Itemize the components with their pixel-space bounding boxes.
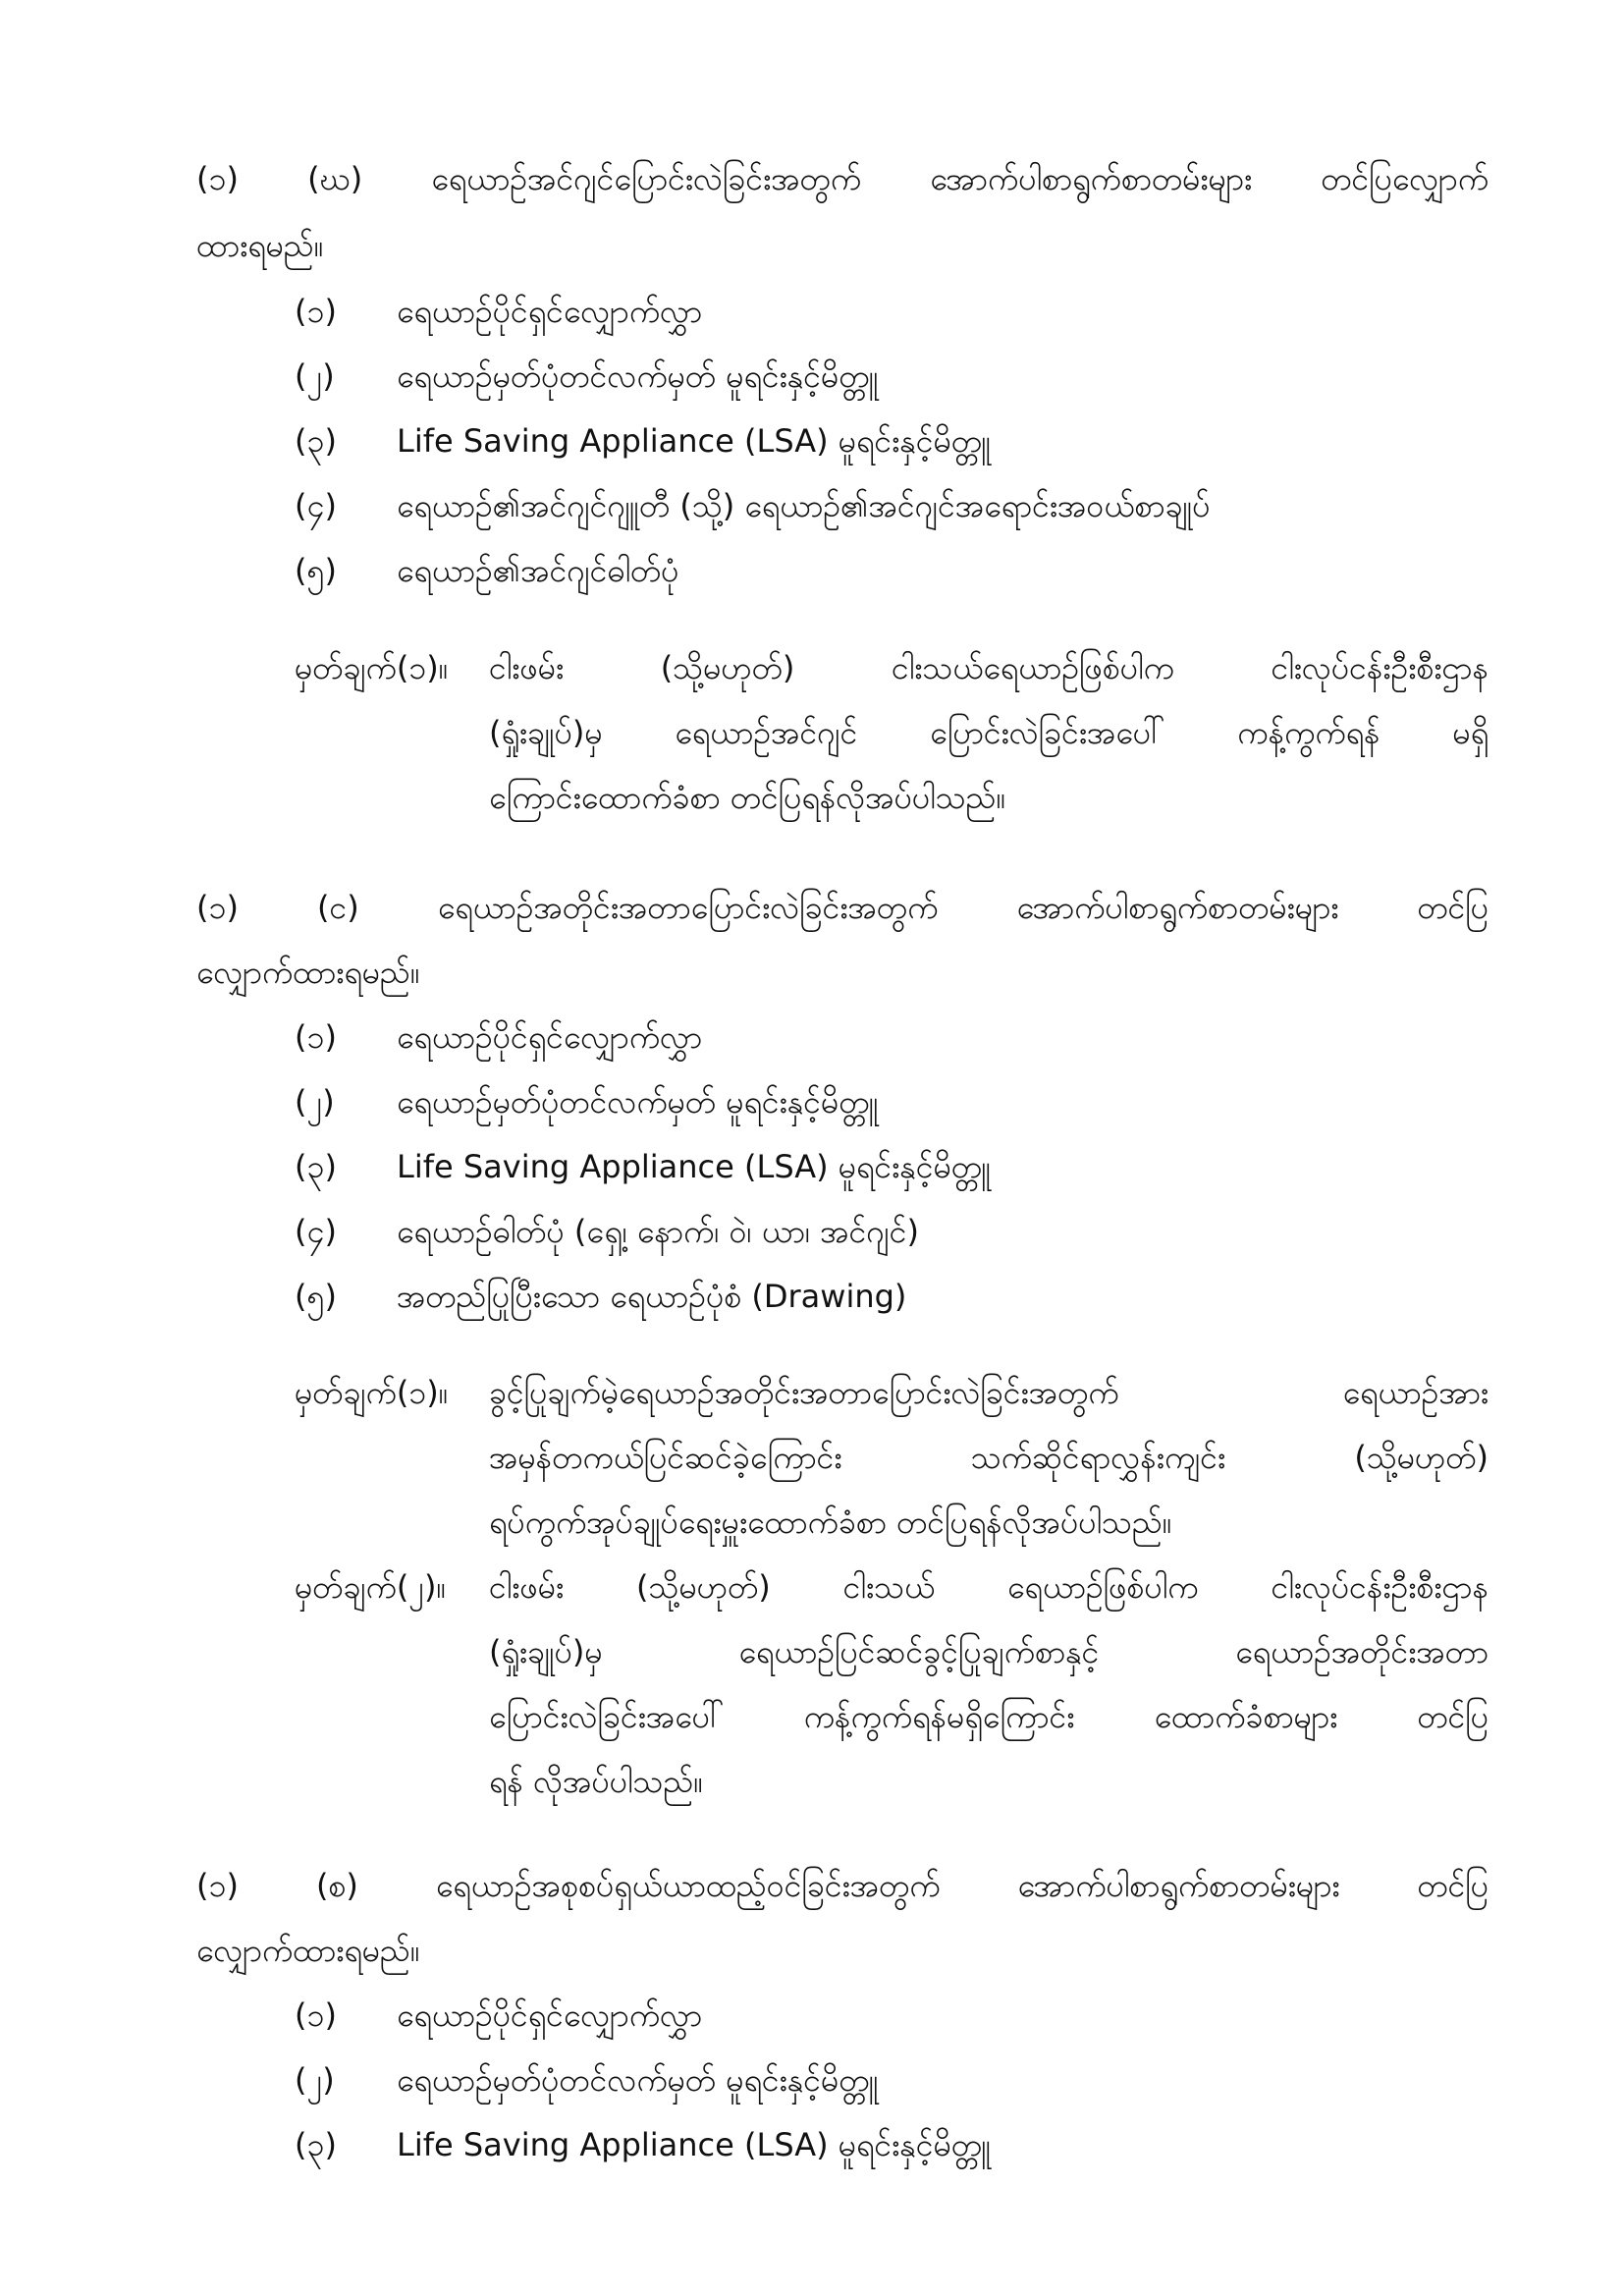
list-item: Life Saving Appliance (LSA) မူရင်းနှင့်မိတ္တူ bbox=[397, 2126, 992, 2163]
note-line: ကြောင်းထောက်ခံစာ တင်ပြရန်လိုအပ်ပါသည်။ bbox=[489, 779, 1006, 816]
section-heading-continuation: လျှောက်ထားရမည်။ bbox=[196, 954, 420, 991]
note-line: အမှန်တကယ်ပြင်ဆင်ခဲ့ကြောင်း သက်ဆိုင်ရာလွှန်းကျင်း (သို့မဟုတ်) bbox=[489, 1439, 1489, 1476]
section-heading: (၁) (င) ရေယာဉ်အတိုင်းအတာပြောင်းလဲခြင်းအတွက် အောက်ပါစာရွက်စာတမ်းများ တင်ပြ bbox=[196, 889, 1489, 926]
list-item-number: (၂) bbox=[295, 1083, 335, 1121]
list-item-number: (၄) bbox=[295, 1213, 337, 1250]
list-item-number: (၁) bbox=[295, 293, 337, 330]
note-label: မှတ်ချက်(၁)။ bbox=[295, 649, 449, 686]
list-item: ရေယာဉ်၏အင်ဂျင်ဓါတ်ပုံ bbox=[397, 552, 679, 589]
list-item: ရေယာဉ်ဓါတ်ပုံ (ရှေ့၊ နောက်၊ ဝဲ၊ ယာ၊ အင်ဂျင်) bbox=[397, 1213, 919, 1250]
list-item-number: (၄) bbox=[295, 487, 337, 524]
note-line: ငါးဖမ်း (သို့မဟုတ်) ငါးသယ် ရေယာဉ်ဖြစ်ပါက ငါးလုပ်ငန်းဦးစီးဌာန bbox=[489, 1568, 1489, 1606]
list-item: အတည်ပြုပြီးသော ရေယာဉ်ပုံစံ (Drawing) bbox=[397, 1278, 907, 1315]
list-item-number: (၅) bbox=[295, 552, 337, 589]
note-line: (ရှုံးချုပ်)မှ ရေယာဉ်အင်ဂျင် ပြောင်းလဲခြင်းအပေါ် ကန့်ကွက်ရန် မရှိ bbox=[489, 714, 1489, 751]
note-label: မှတ်ချက်(၁)။ bbox=[295, 1374, 449, 1411]
note-line: ရပ်ကွက်အုပ်ချုပ်ရေးမှူးထောက်ခံစာ တင်ပြရန်လိုအပ်ပါသည်။ bbox=[489, 1503, 1172, 1541]
section-heading: (၁) (ဃ) ရေယာဉ်အင်ဂျင်ပြောင်းလဲခြင်းအတွက် အောက်ပါစာရွက်စာတမ်းများ တင်ပြလျှောက် bbox=[196, 160, 1489, 197]
list-item: Life Saving Appliance (LSA) မူရင်းနှင့်မိတ္တူ bbox=[397, 422, 992, 460]
list-item: ရေယာဉ်မှတ်ပုံတင်လက်မှတ် မူရင်းနှင့်မိတ္တူ bbox=[397, 357, 879, 395]
note-line: ပြောင်းလဲခြင်းအပေါ် ကန့်ကွက်ရန်မရှိကြောင်း ထောက်ခံစာများ တင်ပြ bbox=[489, 1698, 1489, 1735]
list-item: ရေယာဉ်မှတ်ပုံတင်လက်မှတ် မူရင်းနှင့်မိတ္တူ bbox=[397, 1083, 879, 1121]
list-item-number: (၅) bbox=[295, 1278, 337, 1315]
list-item-number: (၁) bbox=[295, 1996, 337, 2034]
list-item: ရေယာဉ်ပိုင်ရှင်လျှောက်လွှာ bbox=[397, 1018, 703, 1056]
section-heading-continuation: လျှောက်ထားရမည်။ bbox=[196, 1932, 420, 1969]
note-line: ငါးဖမ်း (သို့မဟုတ်) ငါးသယ်ရေယာဉ်ဖြစ်ပါက ငါးလုပ်ငန်းဦးစီးဌာန bbox=[489, 649, 1489, 686]
note-line: (ရှုံးချုပ်)မှ ရေယာဉ်ပြင်ဆင်ခွင့်ပြုချက်စာနှင့် ရေယာဉ်အတိုင်းအတာ bbox=[489, 1633, 1489, 1670]
note-label: မှတ်ချက်(၂)။ bbox=[295, 1568, 447, 1606]
list-item-number: (၃) bbox=[295, 1148, 337, 1185]
list-item-number: (၂) bbox=[295, 357, 335, 395]
list-item-number: (၁) bbox=[295, 1018, 337, 1056]
list-item: Life Saving Appliance (LSA) မူရင်းနှင့်မိတ္တူ bbox=[397, 1148, 992, 1185]
section-heading: (၁) (စ) ရေယာဉ်အစုစပ်ရှယ်ယာထည့်ဝင်ခြင်းအတွက် အောက်ပါစာရွက်စာတမ်းများ တင်ပြ bbox=[196, 1867, 1489, 1904]
note-line: ရန် လိုအပ်ပါသည်။ bbox=[489, 1763, 704, 1800]
list-item: ရေယာဉ်၏အင်ဂျင်ဂျူတီ (သို့) ရေယာဉ်၏အင်ဂျင်အရောင်းအဝယ်စာချုပ် bbox=[397, 487, 1211, 524]
list-item-number: (၃) bbox=[295, 2126, 337, 2163]
note-line: ခွင့်ပြုချက်မဲ့ရေယာဉ်အတိုင်းအတာပြောင်းလဲခြင်းအတွက် ရေယာဉ်အား bbox=[489, 1374, 1489, 1411]
list-item: ရေယာဉ်ပိုင်ရှင်လျှောက်လွှာ bbox=[397, 1996, 703, 2034]
list-item: ရေယာဉ်ပိုင်ရှင်လျှောက်လွှာ bbox=[397, 293, 703, 330]
list-item-number: (၂) bbox=[295, 2061, 335, 2099]
section-heading-continuation: ထားရမည်။ bbox=[196, 227, 324, 264]
list-item-number: (၃) bbox=[295, 422, 337, 460]
list-item: ရေယာဉ်မှတ်ပုံတင်လက်မှတ် မူရင်းနှင့်မိတ္တူ bbox=[397, 2061, 879, 2099]
